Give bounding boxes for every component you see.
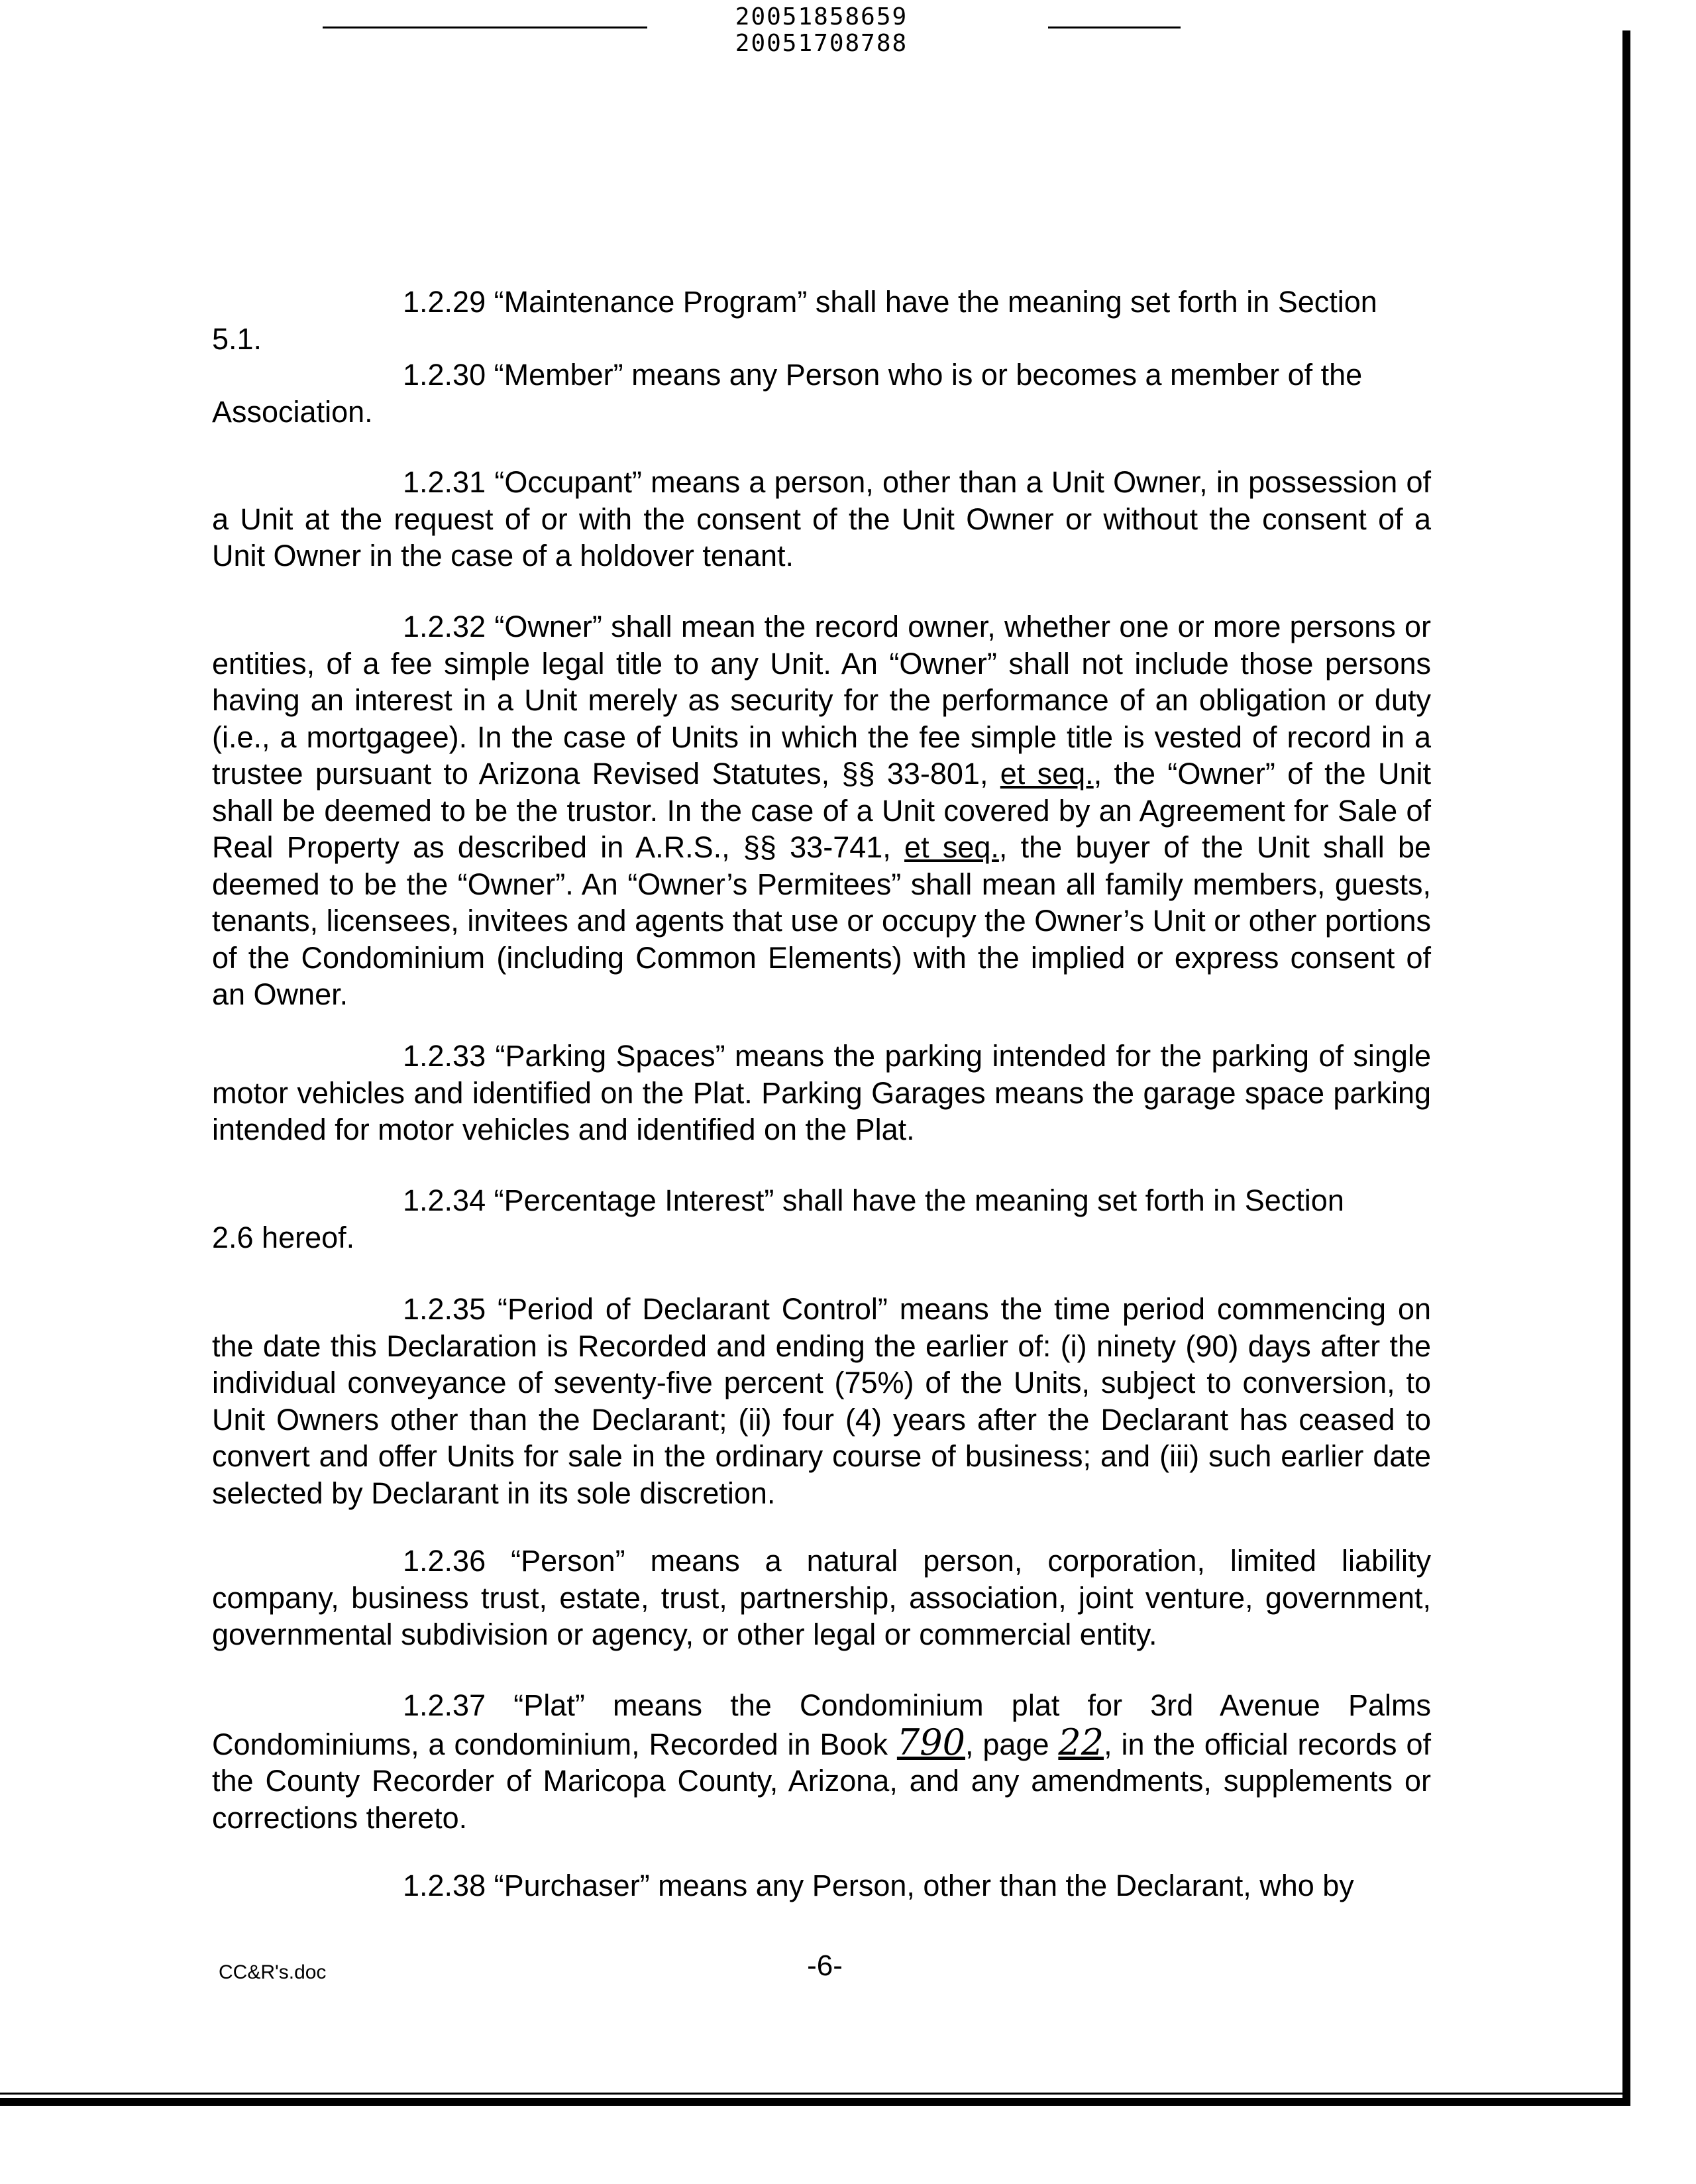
paragraph-lead: 1.2.34 “Percentage Interest” shall have the meaning set forth in Section [403, 1183, 1344, 1217]
paragraph-text: 1.2.36 “Person” means a natural person, corporation, limited liability company, business trust, estate, trust, partnership, association, joint venture, government, governmental subdivision or agency, or other legal or commercial entity. [212, 1544, 1431, 1651]
header-rule-left [323, 27, 647, 28]
paragraph-rest: 5.1. [212, 321, 262, 356]
handwritten-page-number: 22 [1058, 1721, 1104, 1763]
citation-et-seq: et seq. [1000, 757, 1094, 791]
recording-number-1: 20051858659 [735, 3, 908, 30]
paragraph-1-2-30 [212, 356, 1431, 430]
paragraph-segment: , in the official records of the County Recorder of Maricopa County, Arizona, and any amendments, supplements or corrections thereto. [212, 1727, 1431, 1835]
footer-filename: CC&R's.doc [219, 1961, 327, 1983]
header-rule-right [1048, 27, 1181, 28]
paragraph-text: 1.2.33 “Parking Spaces” means the parking intended for the parking of single motor vehicles and identified on the Plat. Parking Garages means the garage space parking intended for motor vehicles and identified on the Plat. [212, 1039, 1431, 1146]
paragraph-1-2-37 [212, 1687, 1431, 1836]
paragraph-1-2-29 [212, 284, 1431, 357]
paragraph-1-2-36 [212, 1543, 1431, 1653]
paragraph-text: 1.2.38 “Purchaser” means any Person, other than the Declarant, who by [403, 1869, 1354, 1902]
paragraph-rest: 2.6 hereof. [212, 1220, 355, 1254]
handwritten-book-number: 790 [896, 1721, 965, 1763]
paragraph-segment: , page [965, 1727, 1059, 1761]
paragraph-1-2-33 [212, 1038, 1431, 1148]
paragraph-1-2-31 [212, 464, 1431, 574]
paragraph-segment: 1.2.32 “Owner” shall mean the record owner, whether one or more persons or entities, of a fee simple legal title to any Unit. An “Owner” shall not include those persons having an interest in a Unit merely as security for the performance of an obligation or duty (i.e., a mortgagee). In the case of Units in which the fee simple title is vested of record in a trustee pursuant to Arizona Revised Statutes, §§ 33-801, [212, 610, 1431, 791]
paragraph-1-2-34 [212, 1182, 1431, 1256]
paragraph-segment: , the buyer of the Unit shall be deemed to be the “Owner”. An “Owner’s Permitees” shall mean all family members, guests, tenants, licensees, invitees and agents that use or occupy the Owner’s Unit or other portions of the Condominium (including Common Elements) with the implied or express consent of an Owner. [212, 830, 1431, 1011]
paragraph-text [212, 608, 1431, 1013]
paragraph-1-2-32 [212, 608, 1431, 1013]
paragraph-lead: 1.2.30 “Member” means any Person who is or becomes a member of the [403, 358, 1363, 392]
paragraph-1-2-35 [212, 1291, 1431, 1511]
scan-border-bottom [0, 2098, 1630, 2106]
recording-numbers [669, 4, 974, 57]
paragraph-1-2-38 [212, 1867, 1431, 1904]
paragraph-segment: 1.2.37 “Plat” means the Condominium plat for 3rd Avenue Palms Condominiums, a condominium, Recorded in Book [212, 1688, 1431, 1761]
citation-et-seq: et seq. [904, 830, 999, 864]
scan-border-right [1622, 30, 1630, 2104]
paragraph-text: 1.2.31 “Occupant” means a person, other than a Unit Owner, in possession of a Unit at the request of or with the consent of the Unit Owner or without the consent of a Unit Owner in the case of a holdover tenant. [212, 465, 1431, 573]
scan-border-bottom-thin [0, 2093, 1630, 2095]
paragraph-text: 1.2.35 “Period of Declarant Control” means the time period commencing on the date this Declaration is Recorded and ending the earlier of: (i) ninety (90) days after the individual conveyance of seventy-five percent (75%) of the Units, subject to conversion, to Unit Owners other than the Declarant; (ii) four (4) years after the Declarant has ceased to convert and offer Units for sale in the ordinary course of business; and (iii) such earlier date selected by Declarant in its sole discretion. [212, 1292, 1431, 1510]
paragraph-rest: Association. [212, 394, 373, 429]
paragraph-segment: , the “Owner” of the Unit shall be deemed to be the trustor. In the case of a Unit covered by an Agreement for Sale of Real Property as described in A.R.S., §§ 33-741, [212, 757, 1431, 864]
paragraph-lead: 1.2.29 “Maintenance Program” shall have the meaning set forth in Section [403, 285, 1377, 319]
recording-number-2: 20051708788 [735, 30, 908, 57]
paragraph-text [212, 1687, 1431, 1836]
footer-page-number: -6- [807, 1949, 843, 1982]
